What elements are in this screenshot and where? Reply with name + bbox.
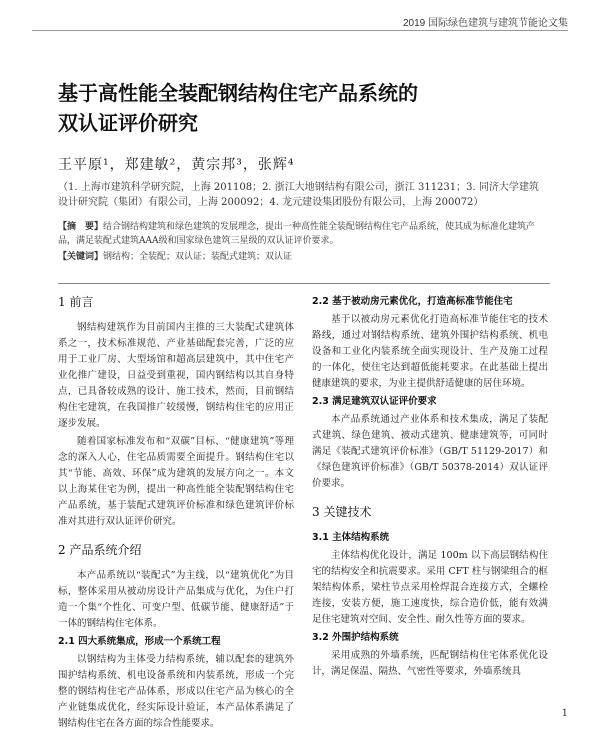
subsection-2-1-paragraph: 以钢结构为主体受力结构系统，辅以配套的建筑外围护结构系统、机电设备系统和内装系统，形成一个完整的钢结构住宅产品体系，形成以住宅产品为核心的全产业链集成优化，经实际设计验证，本产品体系满足了钢结构住宅在各方面的综合性能要求。 (58, 654, 294, 729)
subsection-3-2-paragraph: 采用成熟的外墙系统，匹配钢结构住宅体系优化设计，满足保温、隔热、气密性等要求，外墙系统具 (312, 650, 548, 677)
subsection-2-3-paragraph: 本产品系统通过产业体系和技术集成，满足了装配式建筑、绿色建筑、被动式建筑、健康建筑等，可同时满足《装配式建筑评价标准》（GB/T 51129-2017）和《绿色建筑评价标准》（GB/T 50378-2014）双认证评价要求。 (312, 414, 548, 489)
paper-title (58, 78, 538, 138)
subsection-3-1-paragraph: 主体结构优化设计，满足 100m 以下高层钢结构住宅的结构安全和抗震要求。采用 CFT 柱与钢梁组合的框架结构体系，梁柱节点采用栓焊混合连接方式，全螺栓连接，安装方便，施工速度快，综合造价低，能有效满足住宅建筑对空间、安全性、耐久性等方面的要求。 (312, 550, 548, 625)
keywords (58, 250, 548, 264)
abstract (58, 220, 548, 248)
abstract-label: 【摘 要】 (58, 222, 104, 232)
section-1-paragraph-1: 钢结构建筑作为目前国内主推的三大装配式建筑体系之一，技术标准规范、产业基础配套完善，广泛的应用于工业厂房、大型场馆和超高层建筑中，其中住宅产业化推广建设，日益受到重视，国内钢结构以其自身特点，已具备较成熟的设计、施工技术，然而，目前钢结构住宅建筑，在我国推广较缓慢，钢结构住宅的应用正逐步发展。 (58, 322, 294, 429)
abstract-divider (58, 283, 550, 284)
keywords-label: 【关键词】 (58, 252, 104, 262)
abstract-block (58, 220, 548, 264)
section-2-paragraph-1: 本产品系统以“装配式”为主线，以“建筑优化”为目标，整体采用从被动房设计产品集成与优化，为住户打造一个集“个性化、可变户型、低碳节能、健康舒适”于一体的钢结构住宅体系。 (58, 570, 294, 629)
title-line-1: 基于高性能全装配钢结构住宅产品系统的 (58, 81, 418, 105)
abstract-text: 结合钢结构建筑和绿色建筑的发展理念，提出一种高性能全装配钢结构住宅产品系统，使其成为标准化建筑产品，满足装配式建筑AAA级和国家绿色建筑三星级的双认证评价要求。 (58, 222, 536, 246)
keywords-text: 钢结构；全装配；双认证；装配式建筑；双认证 (103, 252, 293, 262)
section-3-title: 3 关键技术 (312, 505, 372, 519)
title-line-2: 双认证评价研究 (58, 111, 198, 135)
journal-header: 2019 国际绿色建筑与建筑节能论文集 (402, 18, 568, 29)
subsection-2-2-paragraph: 基于以被动房元素优化打造高标准节能住宅的技术路线，通过对钢结构系统、建筑外围护结构系统、机电设备和工业化内装系统全面实现设计、生产及施工过程的一体化，使住宅达到超低能耗要求。在此基础上提出健康建筑的要求，为业主提供舒适健康的居住环境。 (312, 314, 548, 389)
author-list: 王平原¹，郑建敏²，黄宗邦³，张辉⁴ (58, 157, 295, 173)
subsection-3-2-title: 3.2 外围护结构系统 (312, 632, 399, 643)
subsection-2-3-title: 2.3 满足建筑双认证评价要求 (312, 396, 437, 407)
page-number: 1 (561, 708, 568, 719)
left-column (58, 292, 294, 734)
right-column (312, 292, 548, 682)
section-1-title: 1 前言 (58, 295, 94, 309)
section-2-title: 2 产品系统介绍 (58, 543, 142, 557)
subsection-3-1-title: 3.1 主体结构系统 (312, 532, 390, 543)
header-divider (32, 30, 568, 31)
affiliations: （1. 上海市建筑科学研究院，上海 201108；2. 浙江大地钢结构有限公司，浙江 311231；3. 同济大学建筑设计研究院（集团）有限公司，上海 200092；4. 龙元建设集团股份有限公司，上海 200072） (58, 182, 539, 208)
section-1-paragraph-2: 随着国家标准发布和“双碳”目标、“健康建筑”等理念的深入人心，住宅品质需要全面提升。钢结构住宅以其“节能、高效、环保”成为建筑的发展方向之一。本文以上海某住宅为例，提出一种高性能全装配钢结构住宅产品系统，基于装配式建筑评价标准和绿色建筑评价标准对其进行双认证评价研究。 (58, 436, 294, 527)
subsection-2-1-title: 2.1 四大系统集成，形成一个系统工程 (58, 636, 221, 647)
subsection-2-2-title: 2.2 基于被动房元素优化，打造高标准节能住宅 (312, 296, 513, 307)
